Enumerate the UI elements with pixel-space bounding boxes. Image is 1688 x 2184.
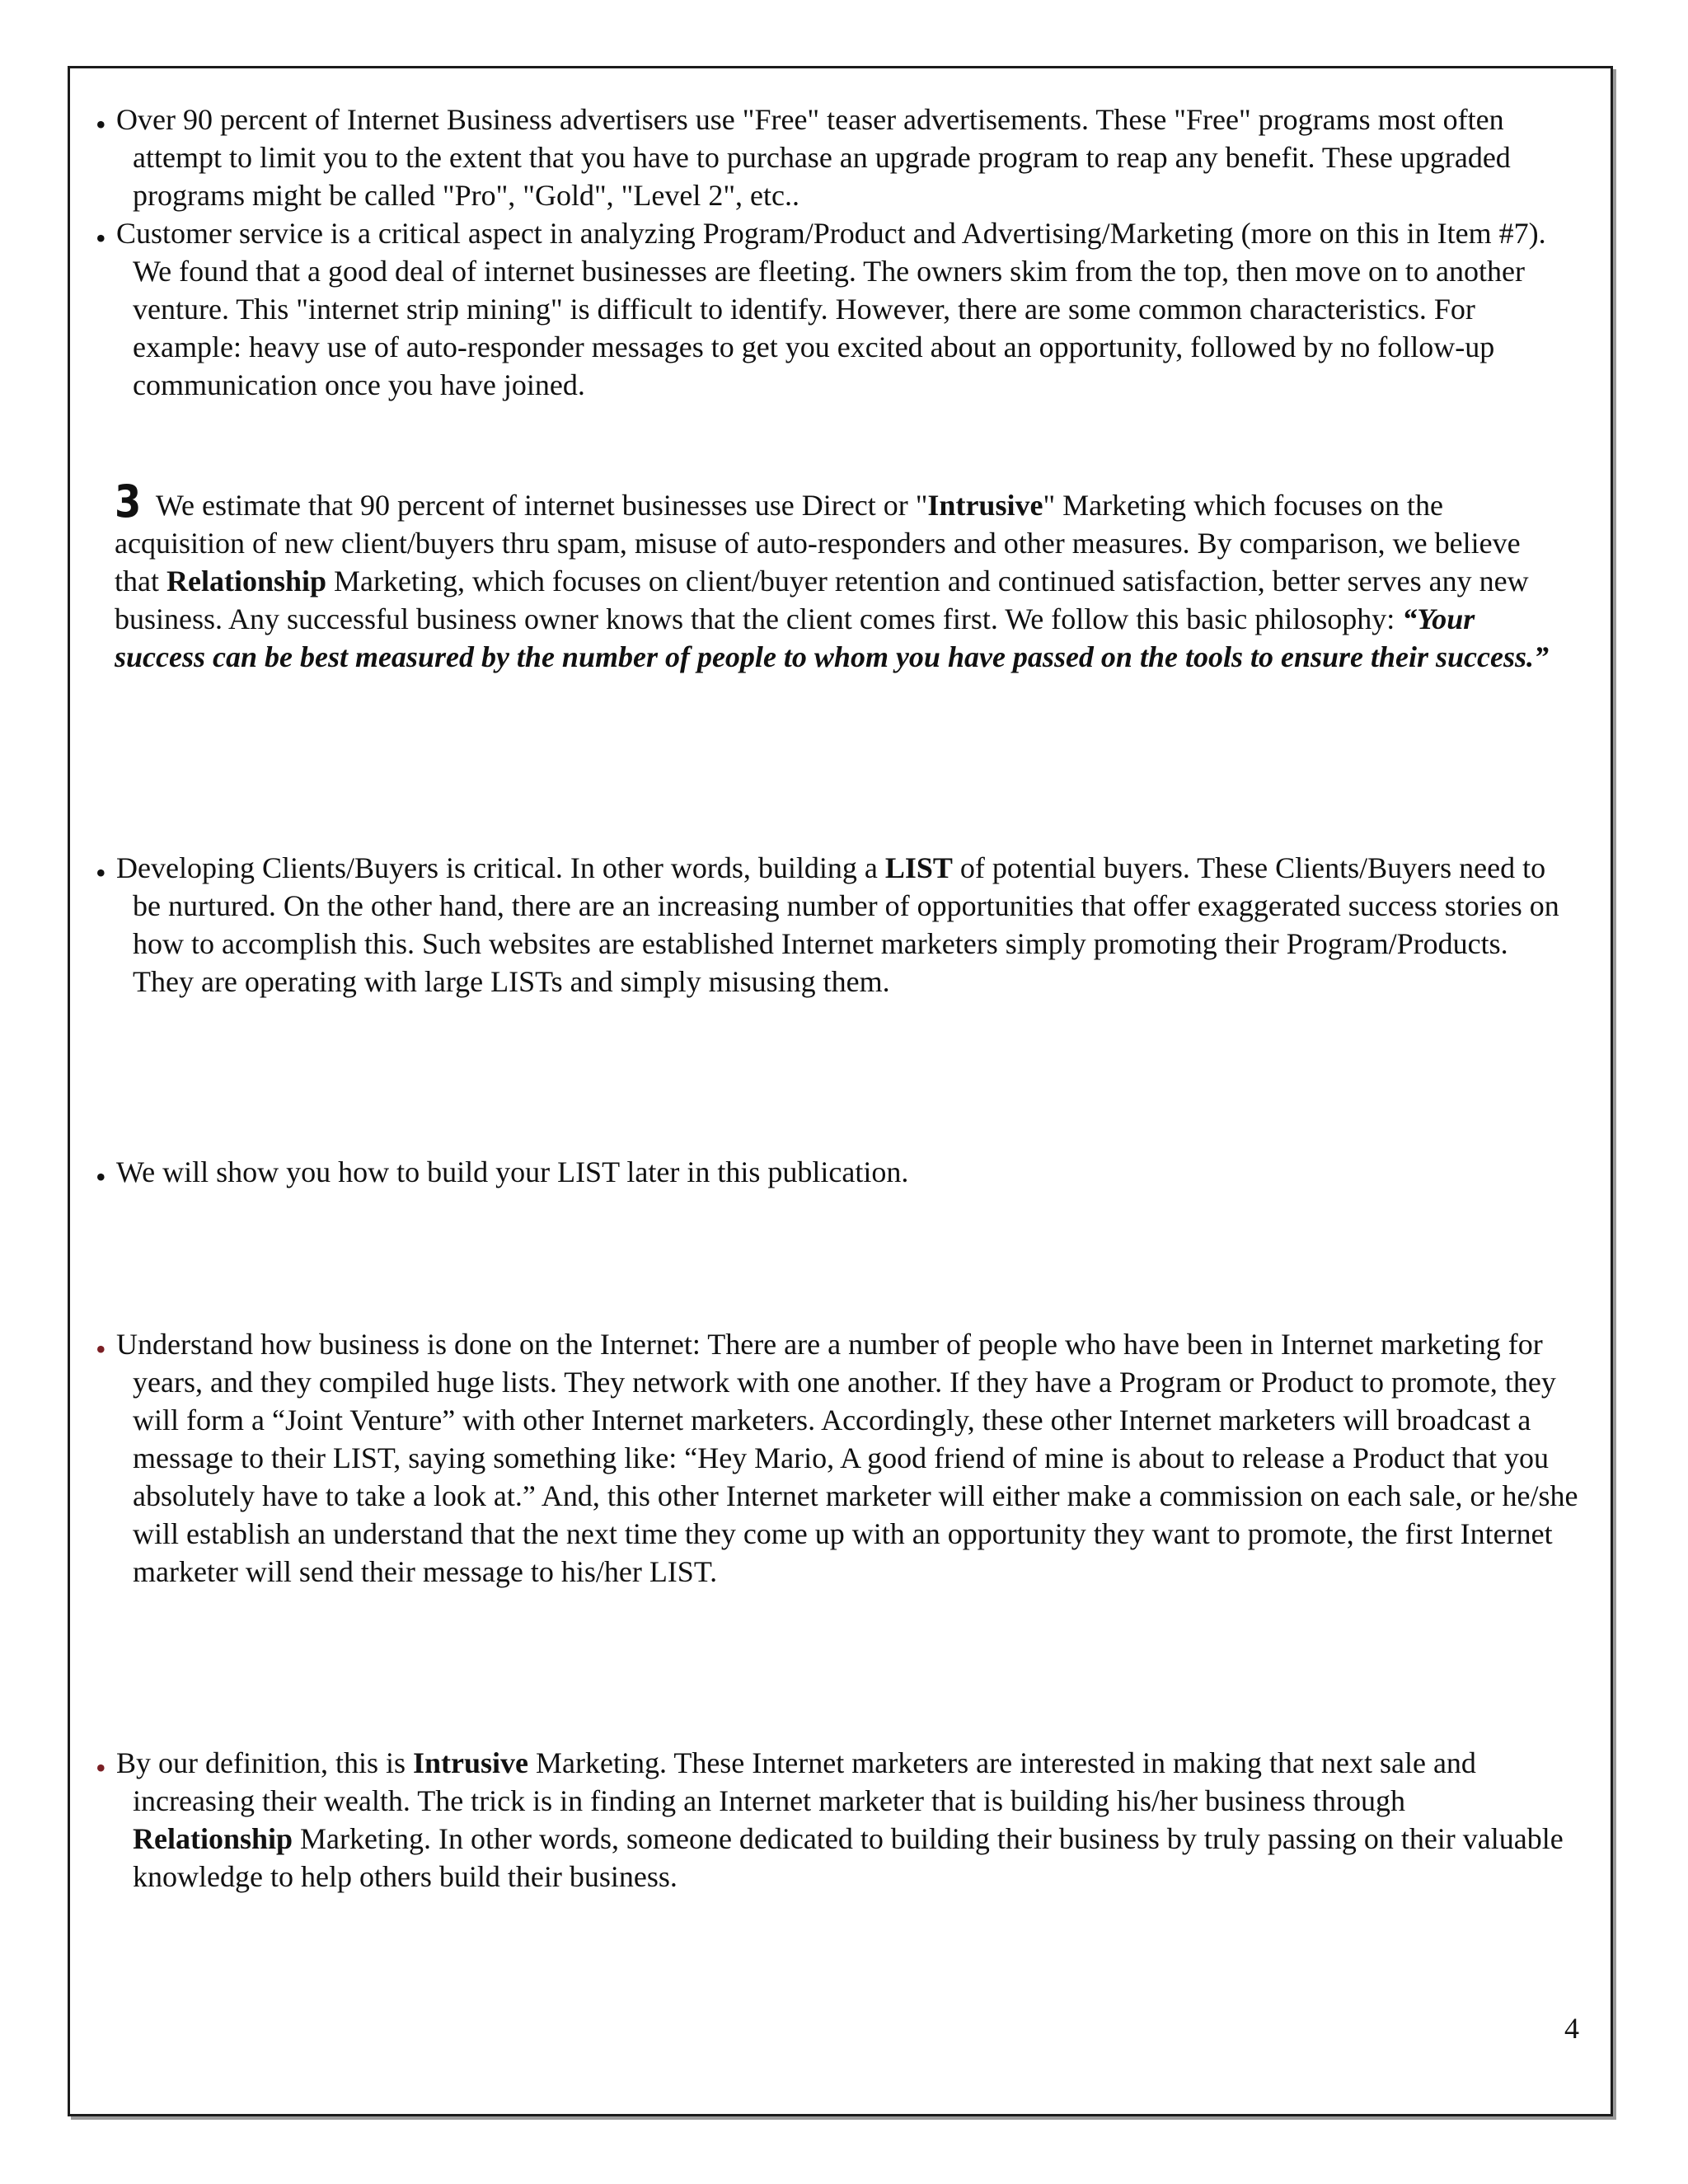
bullet-dot-icon: • bbox=[96, 1751, 106, 1784]
intrusive-marketing-bullet bbox=[0, 1744, 1566, 1896]
emphasis-intrusive: Intrusive bbox=[927, 489, 1043, 522]
list-item bbox=[0, 1744, 1566, 1896]
list-item bbox=[0, 1325, 1578, 1591]
bullet-text: Customer service is a critical aspect in analyzing Program/Product and Advertising/Marketing (more on this in Item #7). We found that a good deal of internet businesses are fleeting. The owners skim from the top, then move on to another venture. This "internet strip mining" is difficult to identify. However, there are some common characteristics. For example: heavy use of auto-responder messages to get you excited about an opportunity, followed by no follow-up communication once you have joined. bbox=[116, 217, 1546, 401]
section-number: 3 bbox=[115, 476, 142, 527]
list-item bbox=[0, 849, 1566, 1001]
bullet-text: Over 90 percent of Internet Business advertisers use "Free" teaser advertisements. These "Free" programs most often attempt to limit you to the extent that you have to purchase an upgrade program to reap any benefit. These upgraded programs might be called "Pro", "Gold", "Level 2", etc.. bbox=[116, 103, 1511, 212]
list-bullet-2 bbox=[0, 1153, 1566, 1191]
bullet-dot-icon: • bbox=[96, 1333, 106, 1366]
bullet-dot-icon: • bbox=[96, 1160, 106, 1193]
list-item bbox=[0, 214, 1566, 404]
page-number: 4 bbox=[1564, 2012, 1579, 2045]
bullet-text: Understand how business is done on the Internet: There are a number of people who have been in Internet marketing for years, and they compiled huge lists. They network with one another. If they have a Program or Product to promote, they will form a “Joint Venture” with other Internet marketers. Accordingly, these other Internet marketers will broadcast a message to their LIST, saying something like: “Hey Mario, A good friend of mine is about to release a Product that you absolutely have to take a look at.” And, this other Internet marketer will either make a commission on each sale, or he/she will establish an understand that the next time they come up with an opportunity they want to promote, the first Internet marketer will send their message to his/her LIST. bbox=[116, 1328, 1578, 1588]
emphasis-relationship: Relationship bbox=[166, 565, 327, 598]
bullet-text: We will show you how to build your LIST later in this publication. bbox=[116, 1155, 909, 1188]
bullet-text bbox=[116, 849, 1567, 1001]
bullet-text-run: By our definition, this is bbox=[116, 1746, 413, 1779]
section-text-run: Marketing, which focuses on client/buyer retention and continued satisfaction, better serves any new business. Any successful business owner knows that the client comes first. We follow this basic philosophy: bbox=[115, 565, 1529, 635]
bullet-dot-icon: • bbox=[96, 222, 106, 255]
list-bullet-1 bbox=[0, 849, 1566, 1001]
section-3-paragraph bbox=[115, 476, 1565, 676]
list-item bbox=[0, 101, 1566, 214]
bullet-dot-icon: • bbox=[96, 108, 106, 141]
emphasis-intrusive: Intrusive bbox=[413, 1746, 529, 1779]
bullet-text bbox=[116, 1744, 1567, 1896]
bullet-text-run: Developing Clients/Buyers is critical. In other words, building a bbox=[116, 851, 885, 884]
bullet-text-run: Marketing. In other words, someone dedicated to building their business by truly passing on their valuable knowledge to help others build their business. bbox=[133, 1822, 1564, 1893]
bullet-text-run: of potential buyers. These Clients/Buyers need to be nurtured. On the other hand, there are an increasing number of opportunities that offer exaggerated success stories on how to accomplish this. Such websites are established Internet marketers simply promoting their Program/Products. They are operating with large LISTs and simply misusing them. bbox=[133, 851, 1559, 998]
section-text-run: " Marketing which focuses on the acquisition of new client/buyers thru spam, misuse of auto-responders and other measures. By comparison, we believe that bbox=[115, 489, 1521, 598]
bullet-dot-icon: • bbox=[96, 856, 106, 889]
section-text-run: We estimate that 90 percent of internet businesses use Direct or " bbox=[148, 489, 928, 522]
emphasis-relationship: Relationship bbox=[133, 1822, 293, 1855]
list-item bbox=[0, 1153, 1566, 1191]
joint-venture-bullet bbox=[0, 1325, 1578, 1591]
top-bullet-list bbox=[0, 101, 1566, 404]
bullet-text-run: Marketing. These Internet marketers are interested in making that next sale and increasing their wealth. The trick is in finding an Internet marketer that is building his/her business through bbox=[133, 1746, 1476, 1817]
emphasis-list: LIST bbox=[884, 851, 953, 884]
philosophy-quote: “Your success can be best measured by the number of people to whom you have passed on the tools to ensure their success.” bbox=[115, 602, 1549, 673]
